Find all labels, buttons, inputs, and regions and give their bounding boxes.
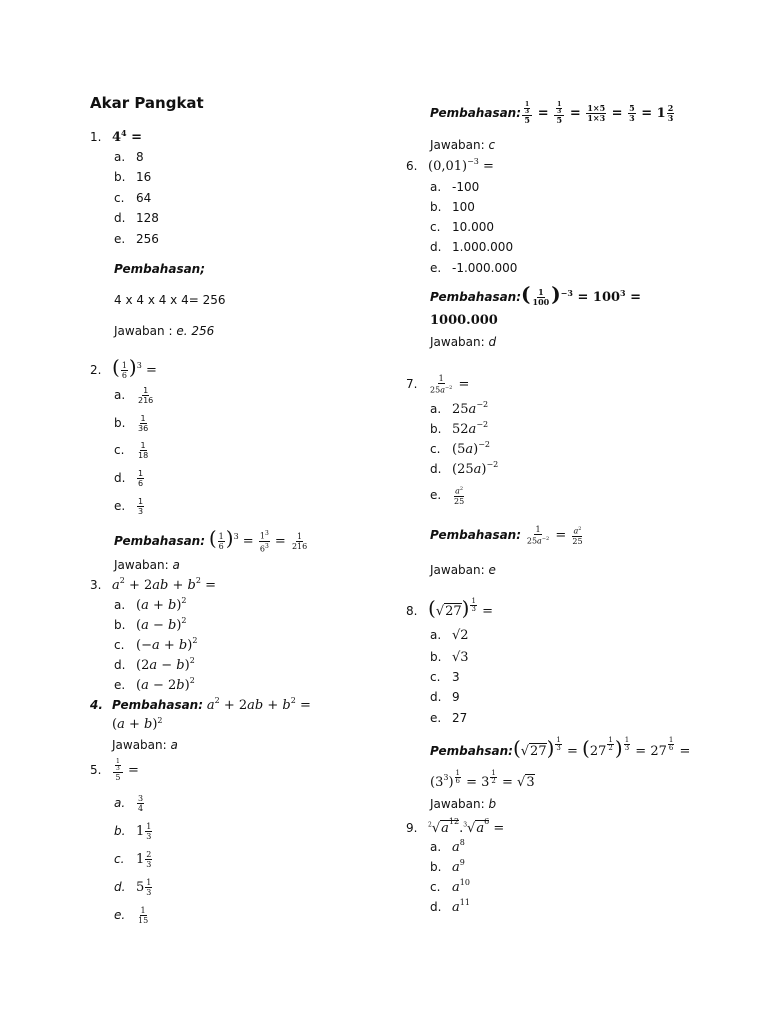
- q8-option-a: a. √2: [430, 628, 469, 643]
- question-expression: (√27) $\frac{1}{3}$ =: [428, 596, 493, 620]
- q1-option-a: a. 8: [114, 150, 144, 164]
- q6-option-c: c. 10.000: [430, 220, 494, 234]
- q4-jawaban: Jawaban: a: [112, 738, 178, 752]
- question-1: [90, 130, 142, 145]
- q9-option-c: c. $a^{10}$: [430, 878, 470, 895]
- q7-jawaban: Jawaban: e: [430, 563, 496, 577]
- q2-option-e: e. $\frac{1}{3}$: [114, 497, 144, 516]
- q2-option-d: d. $\frac{1}{6}$: [114, 469, 144, 488]
- q7-option-b: b. $52a^{-2}$: [430, 420, 489, 437]
- q6-option-d: d. 1.000.000: [430, 240, 514, 254]
- q7-option-d: d. $(25a)^{-2}$: [430, 460, 499, 477]
- question-expression: $a^2 + 2ab + b^2$ =: [112, 576, 216, 593]
- q6-pembahasan: Pembahasan:( $\frac{1}{100}$ )$^{-3} = 100^3$ =: [430, 282, 642, 307]
- q7-pembahasan: Pembahasan: $\frac{1}{25a^{-2}}$ = $\frac{a^2}{25}$: [430, 525, 583, 546]
- q9-option-d: d. $a^{11}$: [430, 898, 470, 915]
- question-7: [406, 372, 469, 397]
- q3-option-b: b. $(a - b)^2$: [114, 616, 187, 633]
- q8-pembahasan: Pembahsan:(√27) $\frac{1}{3}$ = (27 $\frac{1}{2}$ ) $\frac{1}{3}$ = 27 $\frac{1}{6}$ =: [430, 736, 691, 760]
- q3-option-c: c. $(-a + b)^2$: [114, 636, 198, 653]
- question-number: 5.: [90, 763, 102, 777]
- question-number: 8.: [406, 604, 418, 618]
- question-6: [406, 159, 494, 174]
- q8-option-c: c. 3: [430, 670, 460, 684]
- question-expression: $4^4$ =: [112, 128, 143, 145]
- q3-option-a: a. $(a + b)^2$: [114, 596, 187, 613]
- q8-option-d: d. 9: [430, 690, 460, 704]
- question-expression: ( $\frac{1}{6}$ )$^3$ =: [112, 355, 157, 380]
- question-4: 4. Pembahasan: $a^2 + 2ab + b^2$ =: [90, 696, 311, 713]
- page-title: Akar Pangkat: [90, 94, 204, 112]
- question-number: 4.: [90, 698, 103, 712]
- q7-option-e: e. $\frac{a^2}{25}$: [430, 486, 465, 506]
- q6-option-e: e. -1.000.000: [430, 261, 518, 275]
- q2-option-c: c. $\frac{1}{18}$: [114, 441, 149, 460]
- q8-option-b: b. √3: [430, 650, 469, 665]
- question-number: 6.: [406, 159, 418, 173]
- question-expression: $\frac{1}{25a^{-2}}$ =: [430, 374, 470, 395]
- q5-option-a: a. $\frac{3}{4}$: [114, 794, 144, 813]
- q5-jawaban: Jawaban: c: [430, 138, 496, 152]
- q6-option-b: b. 100: [430, 200, 475, 214]
- q5-option-b: b. 1 $\frac{1}{3}$: [114, 822, 152, 841]
- q6-result: 1000.000: [430, 313, 498, 328]
- question-9: [406, 819, 504, 836]
- q5-option-e: e. $\frac{1}{15}$: [114, 906, 149, 925]
- q2-pembahasan: Pembahasan: ( $\frac{1}{6}$ )$^3$ = $\frac{1^3}{6^3}$ = $\frac{1}{216}$: [114, 526, 308, 554]
- q5-option-c: c. 1 $\frac{2}{3}$: [114, 850, 152, 869]
- q1-option-e: e. 256: [114, 232, 159, 246]
- q2-option-b: b. $\frac{1}{36}$: [114, 414, 149, 433]
- q1-jawaban: Jawaban : e. 256: [114, 324, 215, 338]
- question-expression: $\frac{\frac{1}{3}}{5}$ =: [112, 763, 139, 778]
- q1-option-d: d. 128: [114, 211, 159, 225]
- question-8: [406, 598, 493, 625]
- question-expression: $^2√a^{12}.^3√a^6$ =: [428, 817, 505, 837]
- q4-result: $(a + b)^2$: [112, 716, 163, 732]
- q9-option-b: b. $a^9$: [430, 858, 465, 875]
- q8-option-e: e. 27: [430, 711, 468, 725]
- question-5: [90, 758, 139, 783]
- q1-work: 4 x 4 x 4 x 4= 256: [114, 293, 226, 307]
- question-number: 7.: [406, 377, 418, 391]
- q2-option-a: a. $\frac{1}{216}$: [114, 386, 154, 405]
- question-number: 2.: [90, 363, 102, 377]
- q9-option-a: a. $a^8$: [430, 838, 465, 855]
- q8-pembahasan-cont: $(3^3)$ $\frac{1}{6}$ = 3 $\frac{1}{2}$ = √3: [430, 769, 535, 790]
- q6-jawaban: Jawaban: d: [430, 335, 497, 349]
- q6-option-a: a. -100: [430, 180, 480, 194]
- question-2: [90, 356, 157, 385]
- q1-option-b: b. 16: [114, 170, 152, 184]
- q2-jawaban: Jawaban: a: [114, 558, 180, 572]
- q5-pembahasan: Pembahasan: $\frac{\frac{1}{3}}{5}$ = $\frac{\frac{1}{3}}{5}$ = $\frac{1\times 5}{1\times 3}$ = $\frac{5}{3}$ = 1 $\frac{2}{3}$: [430, 101, 674, 125]
- q8-jawaban: Jawaban: b: [430, 797, 497, 811]
- question-number: 1.: [90, 130, 102, 144]
- q3-option-d: d. $(2a - b)^2$: [114, 656, 195, 673]
- q1-option-c: c. 64: [114, 191, 152, 205]
- question-3: [90, 578, 216, 593]
- q7-option-c: c. $(5a)^{-2}$: [430, 440, 490, 457]
- q5-option-d: d. 5 $\frac{1}{3}$: [114, 878, 152, 897]
- q1-pembahasan-label: Pembahasan;: [114, 262, 206, 276]
- question-number: 9.: [406, 821, 418, 836]
- q3-option-e: e. $(a - 2b)^2$: [114, 676, 195, 693]
- q7-option-a: a. $25a^{-2}$: [430, 400, 489, 417]
- question-expression: $(0,01)^{-3}$ =: [428, 157, 494, 174]
- question-number: 3.: [90, 578, 102, 592]
